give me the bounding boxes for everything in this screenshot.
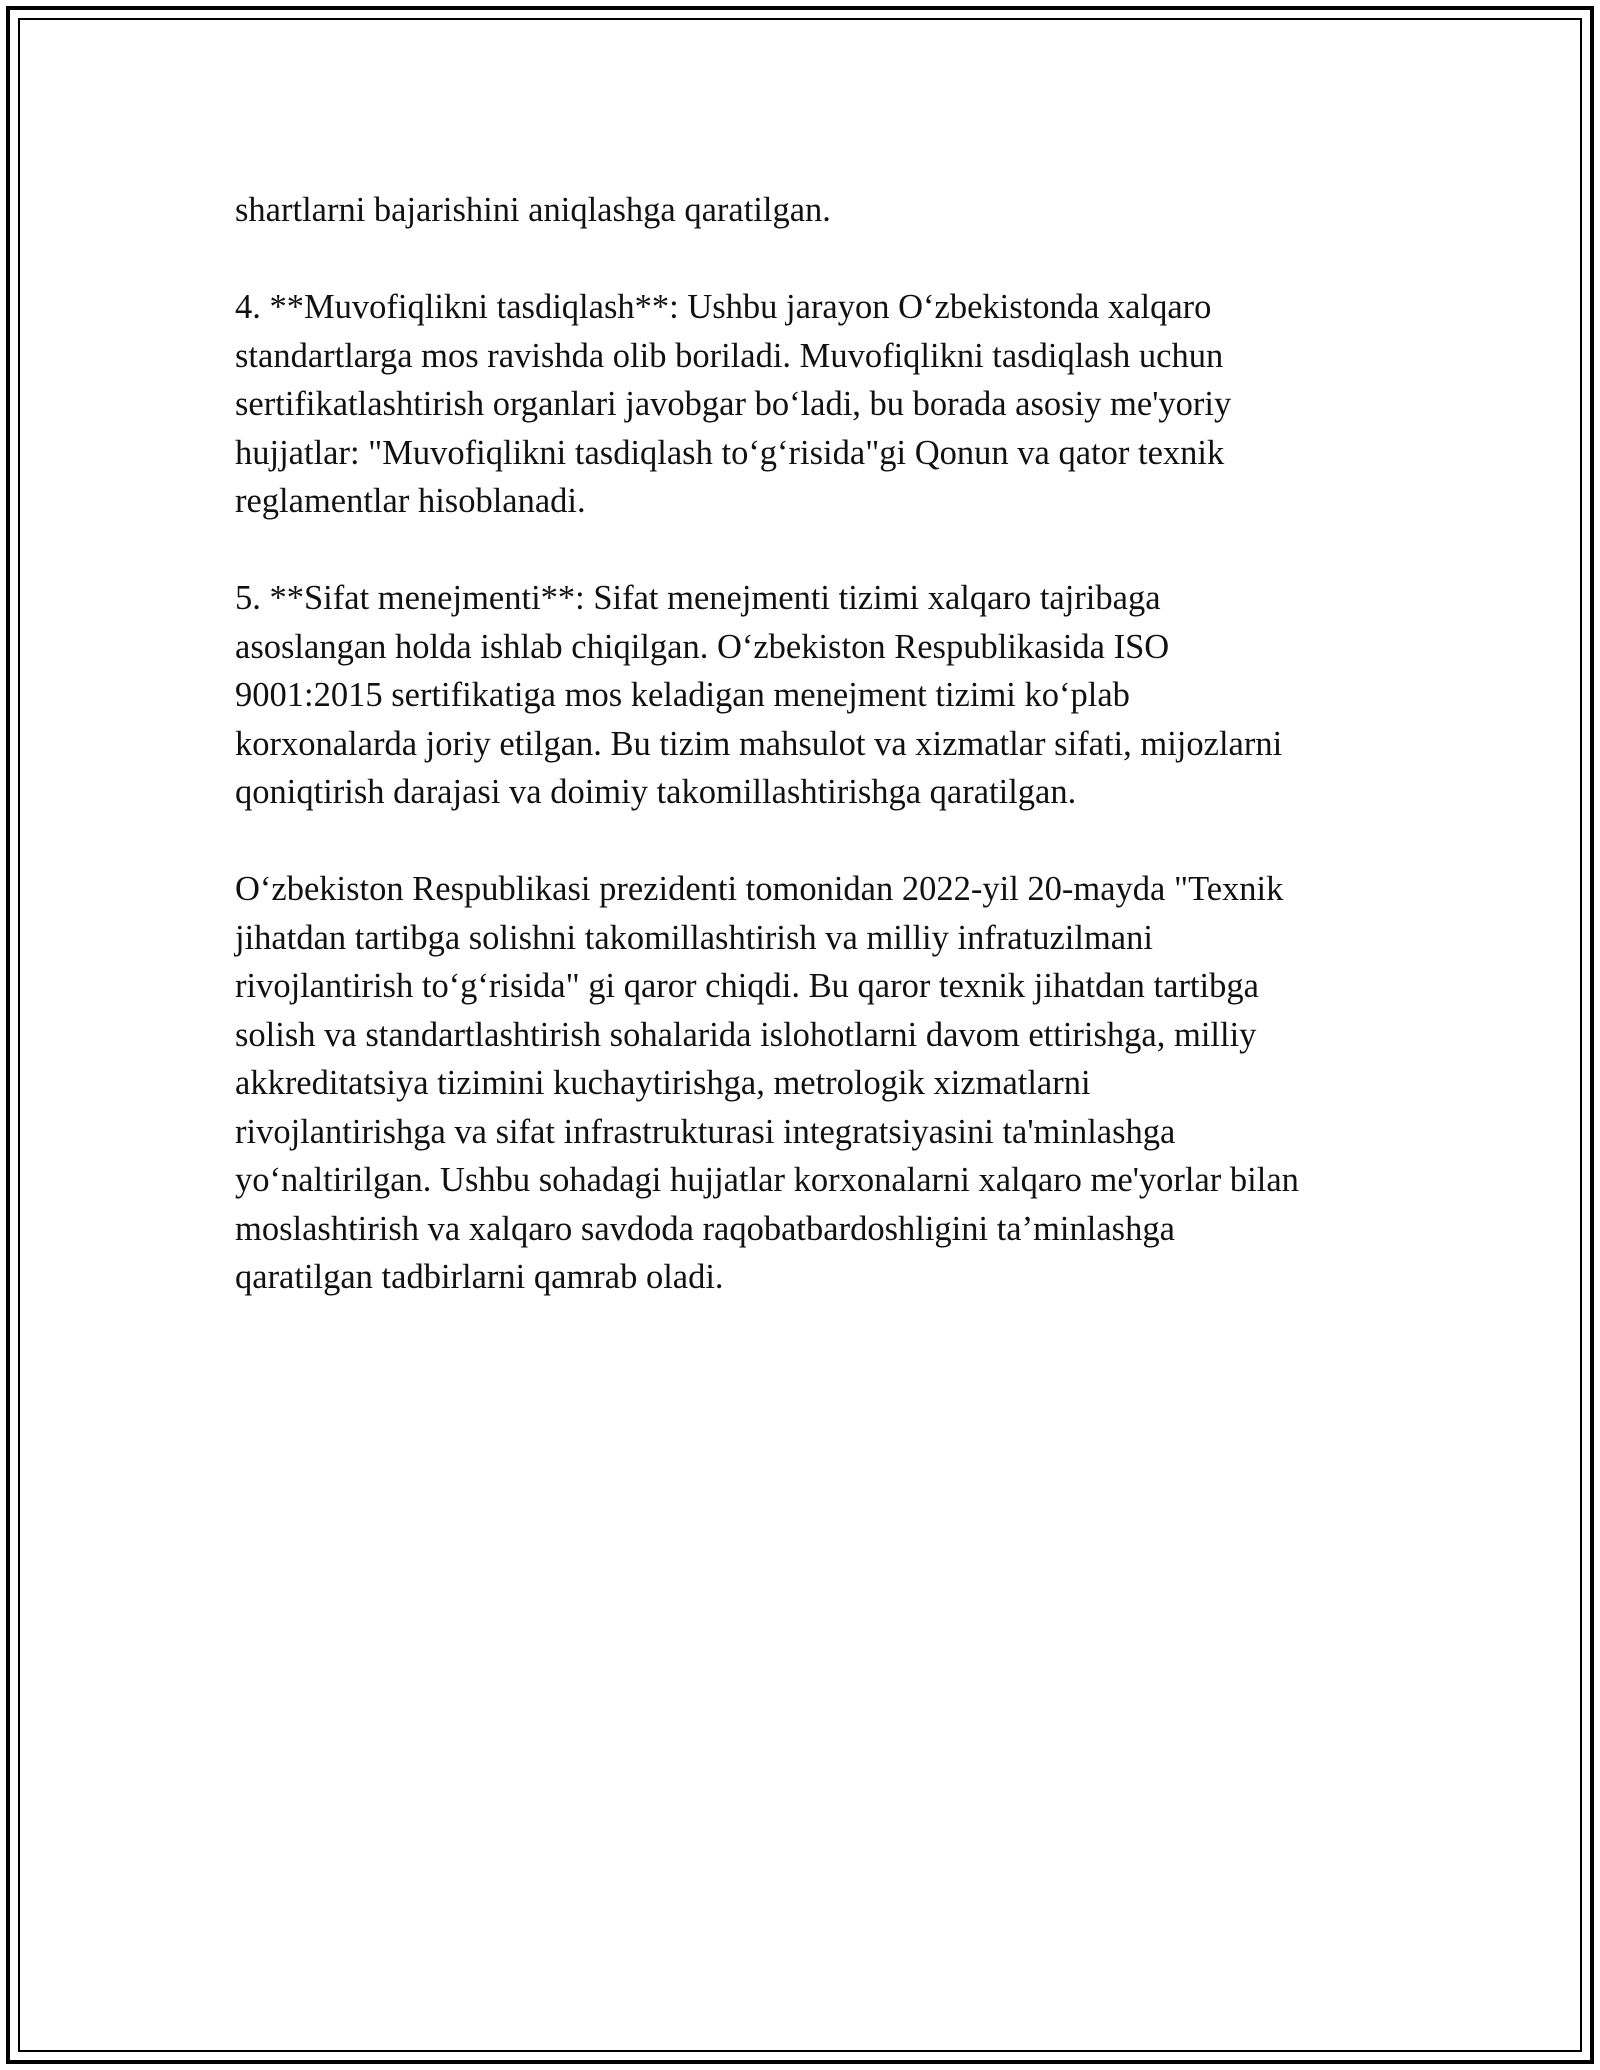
document-body <box>235 186 1375 1350</box>
paragraph-continuation: shartlarni bajarishini aniqlashga qaratilgan. <box>235 191 831 229</box>
paragraph-presidential-decree: O‘zbekiston Respublikasi prezidenti tomonidan 2022-yil 20-mayda "Texnik jihatdan tartibga solishni takomillashtirish va milliy infratuzilmani rivojlantirish to‘g‘risida" gi qaror chiqdi. Bu qaror texnik jihatdan tartibga solish va standartlashtirish sohalarida islohotlarni davom ettirishga, milliy akkreditatsiya tizimini kuchaytirishga, metrologik xizmatlarni rivojlantirishga va sifat infrastrukturasi integratsiyasini ta'minlashga yo‘naltirilgan. Ushbu sohadagi hujjatlar korxonalarni xalqaro me'yorlar bilan moslashtirish va xalqaro savdoda raqobatbardoshligini ta’minlashga qaratilgan tadbirlarni qamrab oladi. <box>235 870 1299 1296</box>
paragraph-quality-management: 5. **Sifat menejmenti**: Sifat menejmenti tizimi xalqaro tajribaga asoslangan holda ishlab chiqilgan. O‘zbekiston Respublikasida ISO 9001:2015 sertifikatiga mos keladigan menejment tizimi ko‘plab korxonalarda joriy etilgan. Bu tizim mahsulot va xizmatlar sifati, mijozlarni qoniqtirish darajasi va doimiy takomillashtirishga qaratilgan. <box>235 579 1283 811</box>
paragraph-conformity-assessment: 4. **Muvofiqlikni tasdiqlash**: Ushbu jarayon O‘zbekistonda xalqaro standartlarga mos ravishda olib boriladi. Muvofiqlikni tasdiqlash uchun sertifikatlashtirish organlari javobgar bo‘ladi, bu borada asosiy me'yoriy hujjatlar: "Muvofiqlikni tasdiqlash to‘g‘risida"gi Qonun va qator texnik reglamentlar hisoblanadi. <box>235 288 1232 520</box>
